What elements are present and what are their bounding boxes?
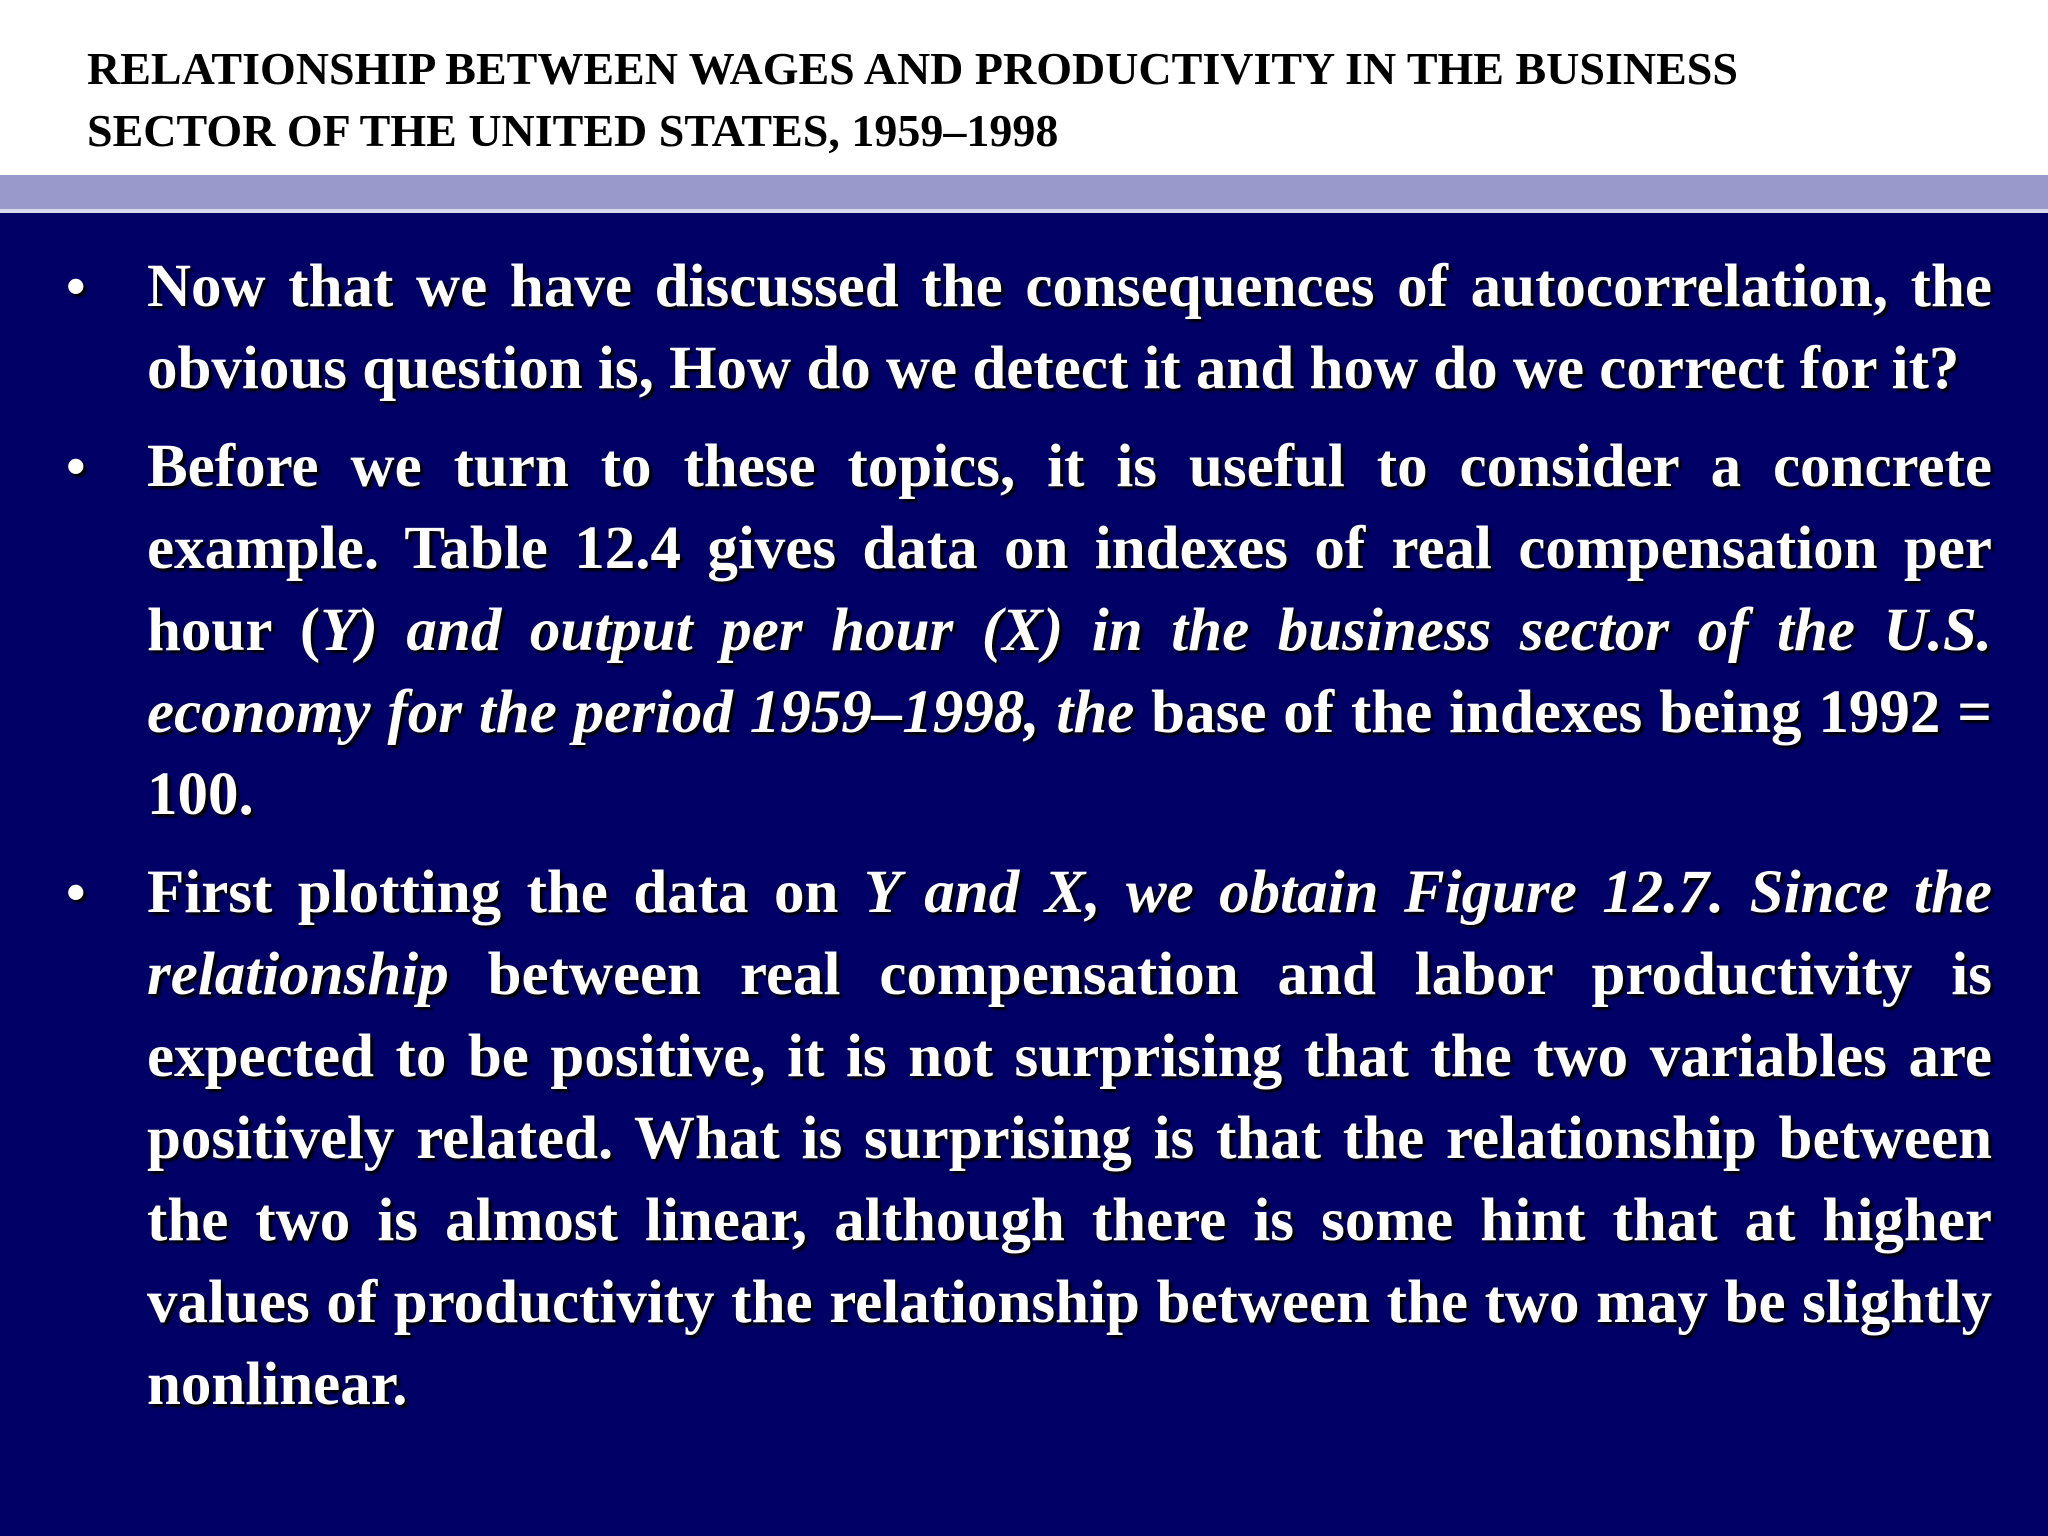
bullet-item-1 xyxy=(0,246,2048,410)
bullet-item-3 xyxy=(0,852,2048,1426)
bullet-text-segment: Before we turn to these topics, it is useful to consider a concrete example. Table 12.4 gives data on indexes of real compensation per hour ( xyxy=(147,433,1992,664)
bullet-marker: • xyxy=(66,862,86,924)
bullet-text xyxy=(147,426,1992,836)
bullet-text-italic-segment: X) in the business sector of the U.S. economy for the period 1959–1998, the xyxy=(147,597,1993,746)
slide-title-line-1: RELATIONSHIP BETWEEN WAGES AND PRODUCTIVITY IN THE BUSINESS xyxy=(87,43,1738,94)
bullet-text-segment: between real compensation and labor productivity is expected to be positive, it is not surprising that the two variables are positively related. What is surprising is that the relationship between the two is almost linear, although there is some hint that at higher values of productivity the relationship between the two may be slightly nonlinear. xyxy=(147,941,1992,1418)
slide-title-line-2: SECTOR OF THE UNITED STATES, 1959–1998 xyxy=(87,105,1059,156)
bullet-text-segment: First plotting the data on xyxy=(147,859,864,926)
bullet-marker: • xyxy=(66,256,86,318)
title-area xyxy=(0,0,2048,175)
bullet-marker: • xyxy=(66,436,86,498)
bullet-text xyxy=(147,246,1992,410)
bullet-text-italic-segment: Y and X, we obtain Figure 12.7. Since the relationship xyxy=(147,859,1992,1008)
bullet-text-segment: Now that we have discussed the consequences of autocorrelation, the obvious question is, How do we detect it and how do we correct for it? xyxy=(147,253,1992,402)
bullet-text-italic-segment: Y) and output per hour ( xyxy=(320,597,1003,664)
bullet-item-2 xyxy=(0,426,2048,836)
bullet-list xyxy=(0,246,2048,1442)
bullet-text xyxy=(147,852,1992,1426)
title-divider-line xyxy=(0,209,2048,213)
bullet-text-segment: base of the indexes being 1992 = 100. xyxy=(147,679,1992,828)
title-divider-band xyxy=(0,175,2048,209)
slide-title xyxy=(87,38,1987,162)
